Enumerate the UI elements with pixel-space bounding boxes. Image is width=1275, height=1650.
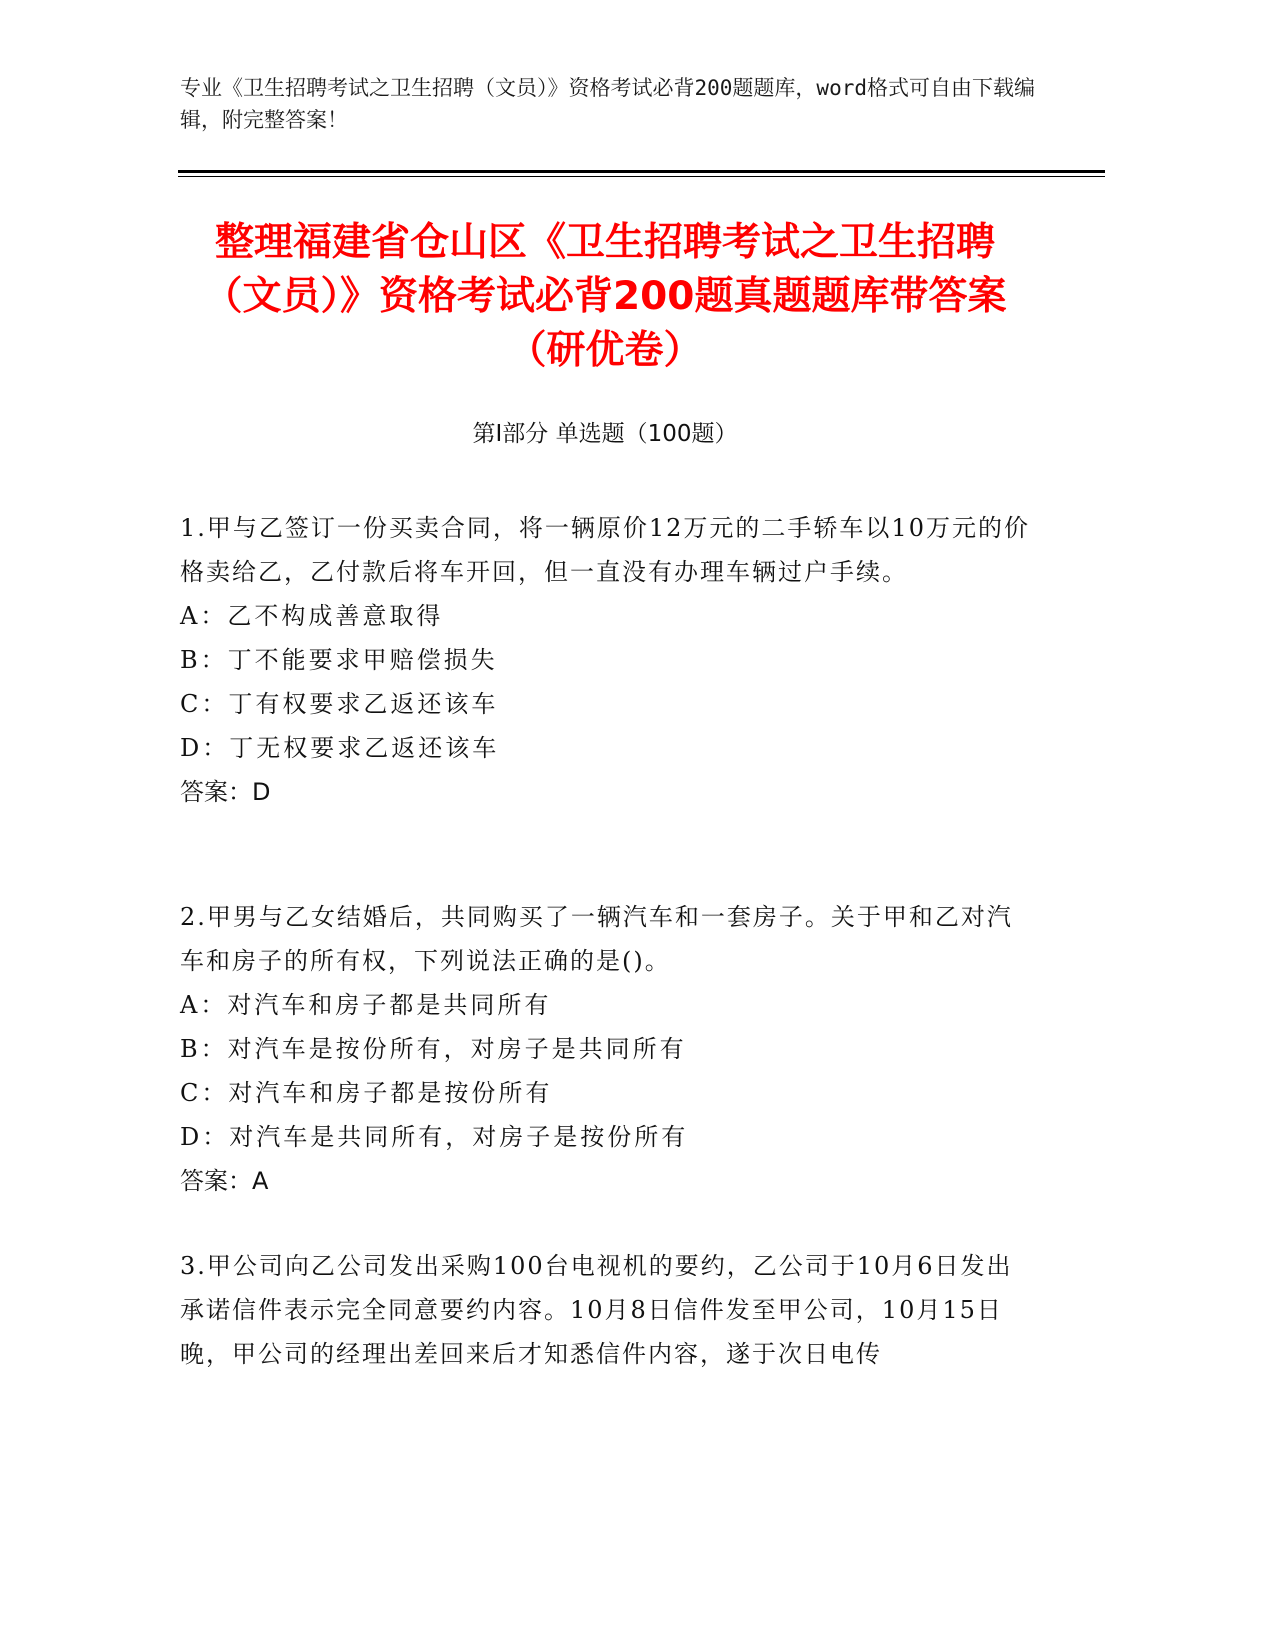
question-2 <box>180 895 1030 1203</box>
header-note: 专业《卫生招聘考试之卫生招聘（文员）》资格考试必背200题题库，word格式可自由下载编辑，附完整答案！ <box>180 76 1035 132</box>
header-divider-thin <box>178 176 1105 177</box>
option-b: B：对汽车是按份所有，对房子是共同所有 <box>180 1035 687 1063</box>
question-1 <box>180 506 1030 814</box>
answer: 答案：D <box>180 778 271 806</box>
option-d: D：对汽车是共同所有，对房子是按份所有 <box>180 1123 689 1151</box>
option-a: A：对汽车和房子都是共同所有 <box>180 991 552 1019</box>
option-a: A：乙不构成善意取得 <box>180 602 444 630</box>
option-d: D：丁无权要求乙返还该车 <box>180 734 500 762</box>
document-title: 整理福建省仓山区《卫生招聘考试之卫生招聘（文员）》资格考试必背200题真题题库带答案（研优卷） <box>203 220 1007 373</box>
question-text: 1.甲与乙签订一份买卖合同，将一辆原价12万元的二手轿车以10万元的价格卖给乙，乙付款后将车开回，但一直没有办理车辆过户手续。 <box>180 514 1030 586</box>
option-c: C：对汽车和房子都是按份所有 <box>180 1079 553 1107</box>
answer: 答案：A <box>180 1167 269 1195</box>
question-3 <box>180 1244 1030 1376</box>
section-heading: 第Ⅰ部分 单选题（100题） <box>472 421 738 447</box>
option-c: C：丁有权要求乙返还该车 <box>180 690 499 718</box>
option-b: B：丁不能要求甲赔偿损失 <box>180 646 498 674</box>
question-text: 2.甲男与乙女结婚后，共同购买了一辆汽车和一套房子。关于甲和乙对汽车和房子的所有权，下列说法正确的是()。 <box>180 903 1013 975</box>
header-divider <box>178 170 1105 173</box>
question-text: 3.甲公司向乙公司发出采购100台电视机的要约，乙公司于10月6日发出承诺信件表示完全同意要约内容。10月8日信件发至甲公司，10月15日晚，甲公司的经理出差回来后才知悉信件内容，遂于次日电传 <box>180 1252 1013 1368</box>
